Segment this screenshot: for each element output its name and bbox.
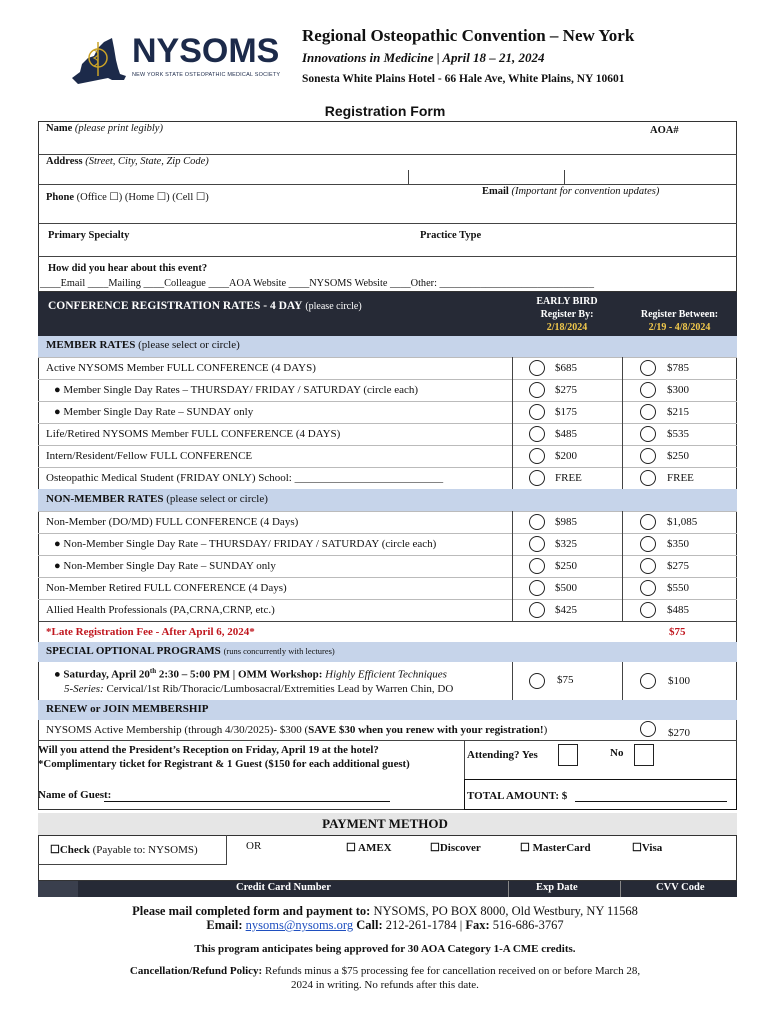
credit-card-number-label[interactable]: Credit Card Number (236, 882, 331, 893)
new-york-state-icon (68, 28, 130, 90)
col-divider (512, 445, 513, 467)
early-rate-radio[interactable] (529, 558, 545, 574)
renew-heading: RENEW or JOIN MEMBERSHIP (46, 703, 209, 715)
workshop-early-price: $75 (557, 674, 574, 686)
cancellation-policy (70, 964, 700, 992)
email-field[interactable] (482, 186, 659, 197)
rate-row-label: Active NYSOMS Member FULL CONFERENCE (4 DAYS) (46, 362, 316, 374)
regular-rate-price: $300 (667, 384, 689, 396)
col-divider (622, 511, 623, 533)
register-between-label: Register Between: (640, 309, 719, 320)
divider (38, 154, 737, 155)
regular-header (622, 308, 737, 334)
divider (38, 864, 226, 865)
early-rate-price: $275 (555, 384, 577, 396)
cancel-text-1: Refunds minus a $75 processing fee for cancellation received on or before March 28, (262, 965, 641, 977)
col-divider (622, 401, 623, 423)
renew-label-c: ) (543, 724, 548, 736)
card-band-divider (508, 881, 509, 897)
special-programs-heading (46, 645, 335, 657)
event-title: Regional Osteopathic Convention – New York (302, 26, 635, 45)
col-divider (622, 423, 623, 445)
regular-rate-radio[interactable] (640, 404, 656, 420)
workshop-regular-radio[interactable] (640, 673, 656, 689)
cancel-text-2: 2024 in writing. No refunds after this date. (291, 979, 479, 991)
omm-workshop-line2 (64, 683, 453, 695)
fax-label: Fax: (465, 918, 490, 932)
col-divider (512, 401, 513, 423)
attending-yes-checkbox[interactable] (558, 744, 578, 766)
col-divider (622, 533, 623, 555)
register-between-date: 2/19 - 4/8/2024 (648, 322, 711, 333)
early-rate-price: $425 (555, 604, 577, 616)
regular-rate-price: $250 (667, 450, 689, 462)
renew-radio[interactable] (640, 721, 656, 737)
email-hint: (Important for convention updates) (511, 186, 660, 197)
attending-no-checkbox[interactable] (634, 744, 654, 766)
guest-name-input[interactable] (104, 801, 390, 802)
contact-line (0, 918, 770, 933)
early-rate-price: $485 (555, 428, 577, 440)
mail-address: NYSOMS, PO BOX 8000, Old Westbury, NY 11568 (370, 904, 638, 918)
amex-option[interactable]: ☐ AMEX (346, 842, 392, 854)
late-fee-label: *Late Registration Fee - After April 6, 2024* (46, 626, 255, 638)
regular-rate-radio[interactable] (640, 514, 656, 530)
heard-about-options[interactable]: ____Email ____Mailing ____Colleague ____AOA Website ____NYSOMS Website ____Other: ______________________________ (40, 278, 594, 289)
col-divider (512, 662, 513, 700)
address-tick (408, 170, 409, 184)
workshop-series: 5-Series: (64, 683, 107, 695)
nonmember-heading-text: NON-MEMBER RATES (46, 493, 164, 505)
col-divider (512, 379, 513, 401)
workshop-regular-price: $100 (668, 675, 690, 687)
reception-note: *Complimentary ticket for Registrant & 1 Guest ($150 for each additional guest) (38, 758, 410, 770)
check-hint: (Payable to: NYSOMS) (92, 844, 198, 856)
regular-rate-radio[interactable] (640, 426, 656, 442)
reception-question: Will you attend the President’s Reception on Friday, April 19 at the hotel? (38, 744, 379, 756)
early-rate-radio[interactable] (529, 470, 545, 486)
col-divider (512, 599, 513, 621)
attending-yes-label: Attending? Yes (467, 749, 538, 761)
call-number: 212-261-1784 | (382, 918, 466, 932)
special-heading-text: SPECIAL OPTIONAL PROGRAMS (46, 645, 221, 657)
workshop-details: Cervical/1st Rib/Thoracic/Lumbosacral/Extremities Lead by Warren Chin, DO (106, 683, 454, 695)
early-rate-price: $175 (555, 406, 577, 418)
late-fee-amount: $75 (669, 626, 686, 638)
rate-row-label: Non-Member Retired FULL CONFERENCE (4 Days) (46, 582, 287, 594)
practice-type-field[interactable]: Practice Type (420, 230, 482, 241)
early-rate-price: $685 (555, 362, 577, 374)
rate-row-label: Life/Retired NYSOMS Member FULL CONFERENCE (4 DAYS) (46, 428, 341, 440)
regular-rate-price: $1,085 (667, 516, 698, 528)
early-rate-price: $500 (555, 582, 577, 594)
total-amount-input[interactable] (575, 801, 727, 802)
discover-option[interactable]: ☐Discover (430, 842, 481, 854)
card-band-divider (620, 881, 621, 897)
logo-name: NYSOMS (132, 32, 280, 70)
name-field[interactable] (46, 123, 163, 134)
heard-about-label: How did you hear about this event? (48, 263, 208, 274)
col-divider (512, 511, 513, 533)
col-divider (512, 577, 513, 599)
divider (38, 223, 737, 224)
regular-rate-radio[interactable] (640, 536, 656, 552)
early-rate-radio[interactable] (529, 426, 545, 442)
logo-tagline: NEW YORK STATE OSTEOPATHIC MEDICAL SOCIETY (132, 72, 281, 78)
card-info-band (38, 881, 737, 897)
check-label: ☐Check (50, 844, 90, 856)
attending-no-label: No (610, 747, 624, 759)
workshop-date-sup: th (149, 667, 157, 675)
regular-rate-price: $535 (667, 428, 689, 440)
early-rate-price: $985 (555, 516, 577, 528)
early-rate-radio[interactable] (529, 514, 545, 530)
renew-label-save: SAVE $30 when you renew with your registration! (308, 724, 544, 736)
divider (38, 621, 737, 622)
workshop-time: 2:30 – 5:00 PM | OMM Workshop: (156, 668, 326, 681)
early-rate-price: $200 (555, 450, 577, 462)
renew-price: $270 (668, 727, 690, 739)
phone-options: (Office ☐) (Home ☐) (Cell ☐) (76, 192, 209, 203)
total-amount-label: TOTAL AMOUNT: $ (467, 790, 568, 802)
member-heading-hint: (please select or circle) (138, 339, 240, 351)
col-divider (512, 555, 513, 577)
regular-rate-price: $785 (667, 362, 689, 374)
workshop-early-radio[interactable] (529, 673, 545, 689)
cme-note: This program anticipates being approved for 30 AOA Category 1-A CME credits. (194, 943, 576, 955)
email-contact-label: Email: (206, 918, 246, 932)
renew-membership-label (46, 724, 547, 736)
regular-rate-radio[interactable] (640, 448, 656, 464)
nysoms-logo (68, 28, 280, 92)
early-rate-radio[interactable] (529, 580, 545, 596)
col-divider (512, 423, 513, 445)
email-link[interactable]: nysoms@nysoms.org (245, 918, 354, 932)
rate-row-label: Intern/Resident/Fellow FULL CONFERENCE (46, 450, 253, 462)
workshop-date: ● Saturday, April 20 (54, 668, 150, 681)
early-rate-radio[interactable] (529, 448, 545, 464)
early-rate-radio[interactable] (529, 360, 545, 376)
omm-workshop-line1 (54, 667, 447, 681)
renew-label-a: NYSOMS Active Membership (through 4/30/2025)- $300 ( (46, 724, 309, 736)
col-divider (622, 467, 623, 489)
regular-rate-price: $350 (667, 538, 689, 550)
early-rate-radio[interactable] (529, 536, 545, 552)
col-divider (622, 357, 623, 379)
divider (38, 184, 737, 185)
regular-rate-radio[interactable] (640, 382, 656, 398)
rates-header-title (48, 300, 362, 312)
aoa-label[interactable]: AOA# (650, 125, 679, 136)
rate-row-label: Allied Health Professionals (PA,CRNA,CRNP, etc.) (46, 604, 275, 616)
mail-instructions (0, 904, 770, 919)
rate-row-label: ● Member Single Day Rates – THURSDAY/ FRIDAY / SATURDAY (circle each) (54, 384, 419, 396)
event-subtitle: Innovations in Medicine | April 18 – 21, 2024 (302, 50, 545, 65)
col-divider (622, 662, 623, 700)
cancel-label: Cancellation/Refund Policy: (129, 965, 263, 977)
rate-row-label: ● Member Single Day Rate – SUNDAY only (54, 406, 254, 418)
early-rate-radio[interactable] (529, 404, 545, 420)
regular-rate-radio[interactable] (640, 602, 656, 618)
primary-specialty-field[interactable]: Primary Specialty (48, 230, 130, 241)
mail-label: Please mail completed form and payment to: (132, 904, 371, 918)
early-bird-register-by: Register By: (540, 309, 594, 320)
rate-row-label: ● Non-Member Single Day Rate – SUNDAY only (54, 560, 276, 572)
nonmember-rates-heading (46, 493, 268, 505)
regular-rate-radio[interactable] (640, 470, 656, 486)
event-venue: Sonesta White Plains Hotel - 66 Hale Ave, White Plains, NY 10601 (302, 73, 625, 85)
form-title: Registration Form (324, 103, 446, 119)
name-hint: (please print legibly) (74, 123, 163, 134)
divider (38, 740, 737, 741)
regular-rate-radio[interactable] (640, 360, 656, 376)
guest-name-label: Name of Guest: (38, 789, 112, 801)
col-divider (622, 445, 623, 467)
email-label: Email (482, 186, 509, 197)
nonmember-heading-hint: (please select or circle) (166, 493, 268, 505)
divider (38, 256, 737, 257)
col-divider (622, 379, 623, 401)
early-bird-label: EARLY BIRD (536, 296, 598, 307)
early-rate-price: $250 (555, 560, 577, 572)
exp-date-label[interactable]: Exp Date (536, 882, 578, 893)
rates-title-hint: (please circle) (305, 301, 362, 312)
regular-rate-radio[interactable] (640, 558, 656, 574)
regular-rate-price: FREE (667, 472, 694, 484)
address-hint: (Street, City, State, Zip Code) (85, 156, 209, 167)
early-rate-radio[interactable] (529, 602, 545, 618)
early-rate-radio[interactable] (529, 382, 545, 398)
card-strip-left (38, 881, 78, 897)
col-divider (512, 533, 513, 555)
rate-row-label: Non-Member (DO/MD) FULL CONFERENCE (4 Days) (46, 516, 299, 528)
regular-rate-price: $275 (667, 560, 689, 572)
check-option[interactable] (50, 843, 198, 856)
regular-rate-price: $485 (667, 604, 689, 616)
phone-field[interactable] (46, 191, 209, 203)
col-divider (464, 740, 465, 780)
cvv-code-label[interactable]: CVV Code (656, 882, 705, 893)
regular-rate-price: $550 (667, 582, 689, 594)
col-divider (622, 577, 623, 599)
address-tick (564, 170, 565, 184)
member-heading-text: MEMBER RATES (46, 339, 136, 351)
col-divider (512, 467, 513, 489)
payment-method-heading: PAYMENT METHOD (322, 816, 448, 831)
special-heading-hint: (runs concurrently with lectures) (223, 646, 335, 656)
phone-label: Phone (46, 192, 75, 203)
call-label: Call: (353, 918, 383, 932)
regular-rate-price: $215 (667, 406, 689, 418)
mastercard-option[interactable]: ☐ MasterCard (520, 842, 591, 854)
early-rate-price: $325 (555, 538, 577, 550)
fax-number: 516-686-3767 (489, 918, 564, 932)
member-rates-heading (46, 339, 240, 351)
early-bird-header (512, 295, 622, 334)
col-divider (226, 835, 227, 865)
address-label: Address (46, 156, 83, 167)
visa-option[interactable]: ☐Visa (632, 842, 663, 854)
col-divider (512, 357, 513, 379)
col-divider (622, 599, 623, 621)
rate-row-label: ● Non-Member Single Day Rate – THURSDAY/ FRIDAY / SATURDAY (circle each) (54, 538, 437, 550)
col-divider (622, 555, 623, 577)
early-bird-date: 2/18/2024 (546, 322, 588, 333)
rates-title: CONFERENCE REGISTRATION RATES - 4 DAY (48, 300, 303, 312)
early-rate-price: FREE (555, 472, 582, 484)
rate-row-label: Osteopathic Medical Student (FRIDAY ONLY) School: ___________________________ (46, 472, 444, 484)
or-label: OR (246, 840, 262, 852)
name-label: Name (46, 123, 73, 134)
address-field[interactable] (46, 156, 209, 167)
regular-rate-radio[interactable] (640, 580, 656, 596)
workshop-title: Highly Efficient Techniques (325, 668, 447, 681)
